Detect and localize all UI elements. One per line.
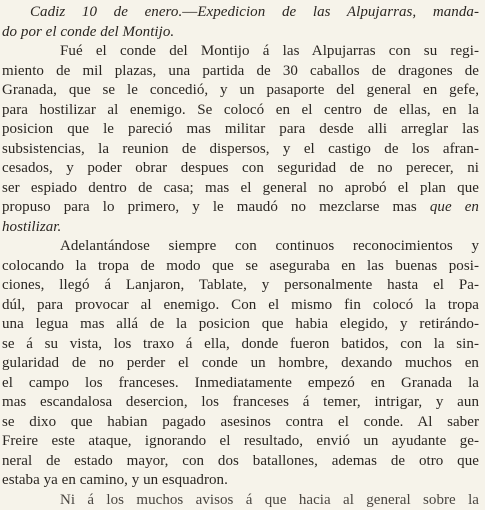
paragraph-2-line: dúl, para provocar al enemigo. Con el mismo fin colocó la tropa [2,296,479,313]
paragraph-1-line: subsistencias, la reunion de dispersos, y el castigo de los afran- [2,140,479,157]
paragraph-1 [2,42,479,237]
paragraph-1-text: propuso para lo primero, y le maudó no mezclarse mas [2,199,417,215]
paragraph-1-line: Fué el conde del Montijo á las Alpujarras con su regi- [60,43,479,59]
paragraph-1-line: para hostilizar al enemigo. Se colocó en el centro de ellas, en la [2,101,479,118]
paragraph-2-line: se á su vista, los traxo á ella, donde fueron batidos, con la sin- [2,335,479,352]
paragraph-2-line: mas escandalosa desercion, los franceses á temer, intrigar, y aun [2,394,479,410]
paragraph-2-line: Freire este ataque, ignorando el resultado, envió un ayudante ge- [2,433,479,449]
cutoff-line: Ni á los muchos avisos á que hacia al general sobre la [60,491,479,508]
emphasis-text: que en [429,199,479,215]
paragraph-1-line: posicion que le pareció mas militar para desde alli arreglar las [2,121,479,137]
paragraph-2-line: se dixo que habian pagado asesinos contra el conde. Al saber [2,413,479,430]
paragraph-1-line: miento de mil plazas, una partida de 30 caballos de dragones de [2,62,479,79]
emphasis-text-last: hostilizar. [2,218,62,235]
paragraph-1-line: ser espiado dentro de casa; mas el general no aprobó el plan que [2,179,479,196]
paragraph-2-line: estaba ya en camino, y un esquadron. [2,472,228,488]
paragraph-1-line: cesados, y poder obrar despues con seguridad de no perecer, ni [2,160,479,176]
article-heading-line-1 [2,3,479,23]
paragraph-2-line: gularidad de no perder el conde un hombre, dexando muchos en [2,355,479,371]
article-title: Expedicion de las Alpujarras, manda- [197,4,479,20]
paragraph-2-line: Adelantándose siempre con continuos reconocimientos y [60,238,479,254]
paragraph-2-line: el campo los franceses. Inmediatamente empezó en Granada la [2,374,479,391]
article-date: Cadiz 10 de enero. [30,4,183,20]
article-heading-line-2: do por el conde del Montijo. [2,23,175,40]
paragraph-2-line: colocando la tropa de modo que se aseguraba en las buenas posi- [2,257,479,274]
paragraph-2-line: neral de estado mayor, con dos batallones, ademas de otro que [2,452,479,469]
paragraph-1-line-mixed [2,198,479,218]
heading-dash: — [182,4,198,20]
paragraph-2-line: una legua mas allá de la posicion que habia elegido, y retirándo- [2,316,479,332]
paragraph-2-line: ciones, llegó á Lanjaron, Tablate, y personalmente hasta el Pa- [2,277,479,293]
paragraph-2 [2,237,479,491]
paragraph-1-line: Granada, que se le concedió, y un pasaporte del general en gefe, [2,82,479,98]
